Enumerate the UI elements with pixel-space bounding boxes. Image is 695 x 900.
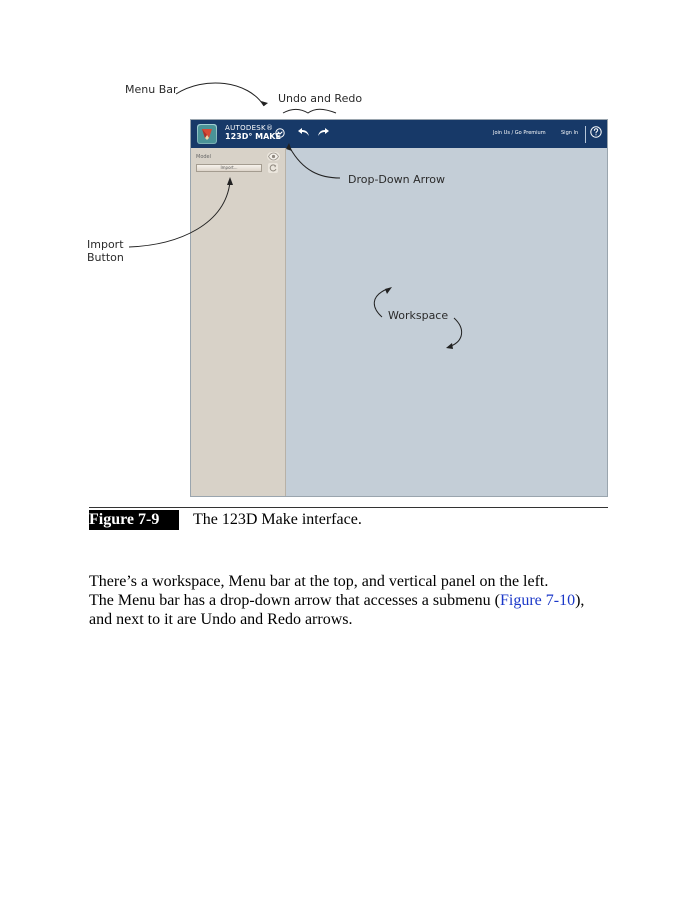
model-label: Model [196, 154, 212, 160]
menu-bar-callout: Menu Bar [125, 83, 178, 96]
help-icon[interactable] [590, 126, 602, 138]
dropdown-arrow-callout: Drop-Down Arrow [348, 173, 445, 186]
brand-bottom-text: 123D° MAKE [225, 132, 281, 141]
menu-divider [585, 126, 586, 143]
menu-bar [191, 120, 607, 148]
figure-number: Figure 7-9 [89, 510, 179, 530]
body-line-2-prefix: The Menu bar has a drop-down arrow that accesses a submenu ( [89, 592, 500, 609]
sign-in-link[interactable]: Sign In [561, 130, 579, 136]
body-line-1: There’s a workspace, Menu bar at the top, and vertical panel on the left. [89, 573, 549, 590]
vertical-panel [191, 148, 286, 496]
brand-top-text: AUTODESK® [225, 124, 274, 132]
chevron-down-circle-icon[interactable] [275, 128, 285, 138]
redo-icon[interactable] [317, 127, 330, 138]
body-paragraph [89, 572, 608, 629]
join-premium-link[interactable]: Join Us / Go Premium [493, 130, 546, 136]
undo-redo-callout: Undo and Redo [278, 92, 363, 105]
import-button-callout: Import Button [87, 238, 124, 264]
workspace-canvas[interactable] [286, 148, 608, 496]
figure-7-10-link[interactable]: Figure 7-10 [499, 592, 576, 609]
eye-icon[interactable] [267, 152, 280, 161]
undo-icon[interactable] [297, 127, 310, 138]
app-logo-icon[interactable] [197, 124, 217, 144]
figure-caption: The 123D Make interface. [193, 511, 362, 528]
import-button[interactable]: Import... [196, 164, 262, 172]
refresh-icon[interactable] [268, 163, 278, 173]
workspace-callout: Workspace [388, 309, 449, 322]
caption-rule [89, 507, 608, 508]
body-line-3-suffix: ), and next to it are Undo and Redo arrows. [89, 592, 585, 628]
